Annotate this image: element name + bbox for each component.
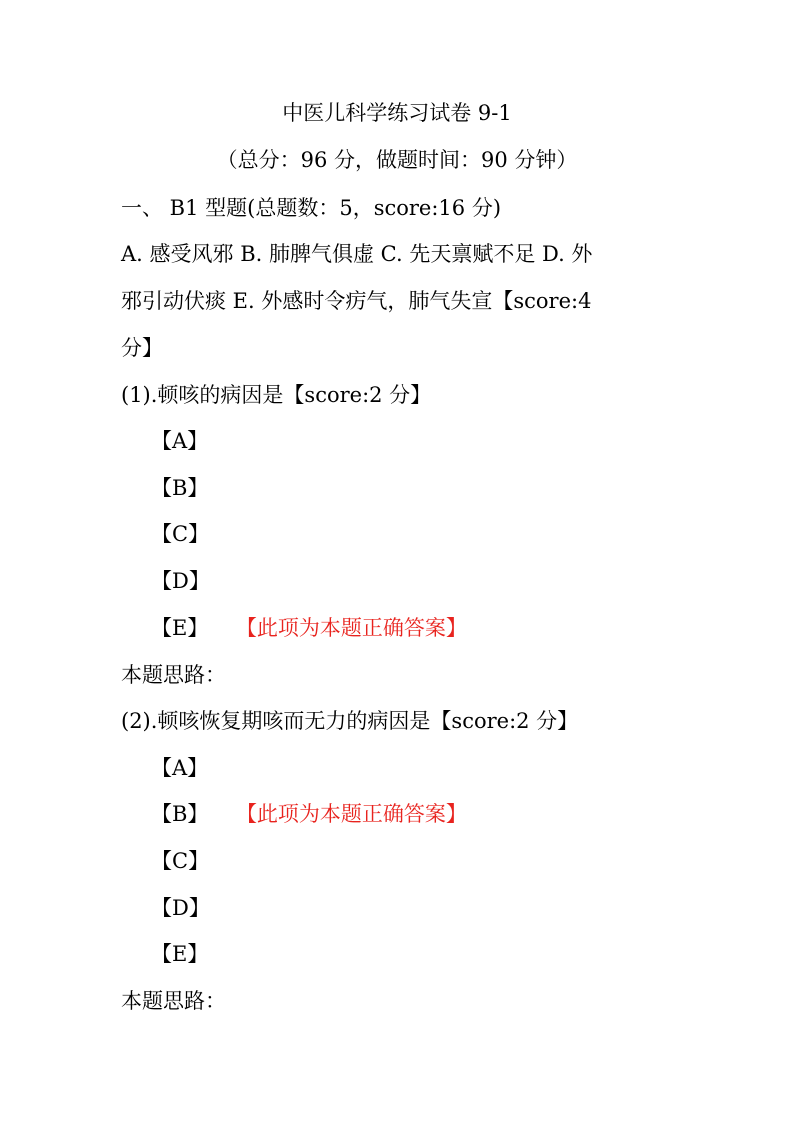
shared-options-line-2: 邪引动伏痰 E. 外感时令疠气，肺气失宣【score:4: [121, 289, 592, 313]
question-1-option-c: 【C】: [151, 522, 210, 546]
shared-options-line-1: A. 感受风邪 B. 肺脾气俱虚 C. 先天禀赋不足 D. 外: [121, 242, 593, 266]
exam-subtitle: （总分：96 分，做题时间：90 分钟）: [216, 148, 578, 172]
question-1-correct-answer-marker: 【此项为本题正确答案】: [246, 616, 467, 640]
question-1-option-e-row: [151, 616, 467, 640]
question-2-stem: (2).顿咳恢复期咳而无力的病因是【score:2 分】: [121, 709, 579, 733]
question-1-explanation-label: 本题思路：: [121, 663, 226, 687]
question-2-correct-answer-marker: 【此项为本题正确答案】: [246, 802, 467, 826]
section-heading: 一、 B1 型题(总题数：5，score:16 分): [121, 196, 502, 220]
question-1-stem: (1).顿咳的病因是【score:2 分】: [121, 383, 432, 407]
question-2-option-b: 【B】: [151, 802, 209, 826]
exam-title: 中医儿科学练习试卷 9-1: [282, 101, 512, 125]
question-1-option-a: 【A】: [151, 429, 209, 453]
question-2-option-b-row: [151, 802, 467, 826]
question-1-option-d: 【D】: [151, 569, 210, 593]
shared-options-line-3: 分】: [121, 336, 163, 360]
question-1-option-e: 【E】: [151, 616, 209, 640]
question-1-option-b: 【B】: [151, 476, 209, 500]
question-2-option-c: 【C】: [151, 849, 210, 873]
question-2-option-e: 【E】: [151, 942, 209, 966]
question-2-explanation-label: 本题思路：: [121, 989, 226, 1013]
question-2-option-d: 【D】: [151, 896, 210, 920]
question-2-option-a: 【A】: [151, 756, 209, 780]
